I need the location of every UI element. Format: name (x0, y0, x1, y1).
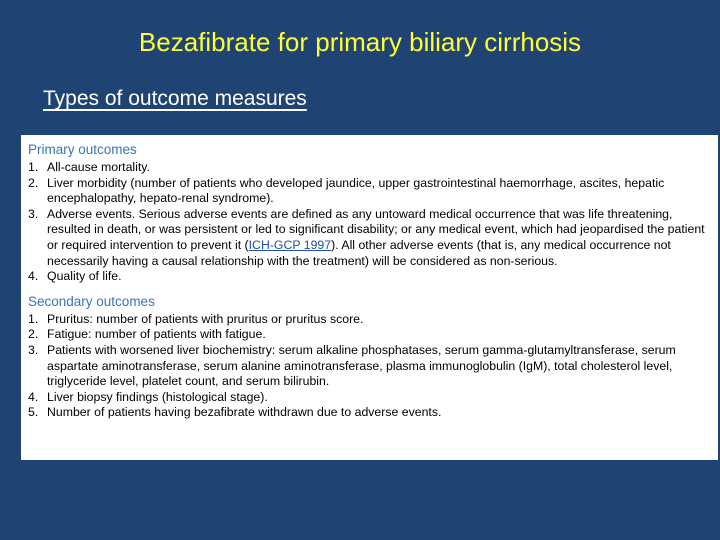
slide-subtitle: Types of outcome measures (43, 87, 307, 110)
ich-gcp-link[interactable]: ICH-GCP 1997 (248, 237, 332, 252)
item-text-before-link: Adverse events. Serious adverse events are defined as any untoward medical occurrence that was life threatening, resulted in death, or was persistent or led to significant disability; or any medical event, which had jeopardised the patient or required intervention to prevent it ( (47, 206, 705, 252)
primary-outcomes-list (28, 160, 714, 285)
item-number: 4. (28, 389, 39, 404)
item-number: 1. (28, 160, 39, 174)
item-text-after-link: ). All other adverse events (that is, any medical occurrence not necessarily having a causal relationship with the treatment) will be considered as non-serious. (47, 237, 671, 268)
item-text: Fatigue: number of patients with fatigue. (47, 327, 266, 342)
item-text: Pruritus: number of patients with pruritus or pruritus score. (47, 311, 364, 326)
item-number: 3. (28, 206, 39, 221)
primary-outcomes-heading: Primary outcomes (28, 142, 137, 157)
item-number: 4. (28, 269, 39, 284)
list-item (28, 312, 714, 328)
list-item (28, 207, 714, 269)
item-number: 2. (28, 327, 39, 342)
item-number: 5. (28, 405, 39, 420)
slide-title: Bezafibrate for primary biliary cirrhosis (138, 27, 582, 57)
item-number: 1. (28, 311, 39, 326)
list-item (28, 343, 714, 390)
list-item (28, 327, 714, 343)
item-text: Liver biopsy findings (histological stage). (47, 389, 268, 404)
item-text: Quality of life. (47, 269, 122, 284)
secondary-outcomes-list (28, 312, 714, 421)
item-number: 3. (28, 342, 39, 357)
list-item (28, 176, 714, 207)
item-text: Liver morbidity (number of patients who developed jaundice, upper gastrointestinal haemorrhage, ascites, hepatic encephalopathy, hepato-renal syndrome). (47, 175, 665, 206)
outcomes-panel (21, 135, 718, 460)
item-text: Number of patients having bezafibrate withdrawn due to adverse events. (47, 405, 442, 420)
list-item (28, 405, 714, 421)
list-item (28, 390, 714, 406)
list-item (28, 160, 714, 176)
item-text: Patients with worsened liver biochemistry: serum alkaline phosphatases, serum gamma-glutamyltransferase, serum aspartate aminotransferase, serum alanine aminotransferase, plasma immunoglobulin (IgM), total cholesterol level, triglyceride level, platelet count, and serum bilirubin. (47, 342, 676, 389)
item-text: All-cause mortality. (47, 160, 150, 174)
item-number: 2. (28, 175, 39, 190)
secondary-outcomes-heading: Secondary outcomes (28, 293, 155, 309)
list-item (28, 269, 714, 285)
